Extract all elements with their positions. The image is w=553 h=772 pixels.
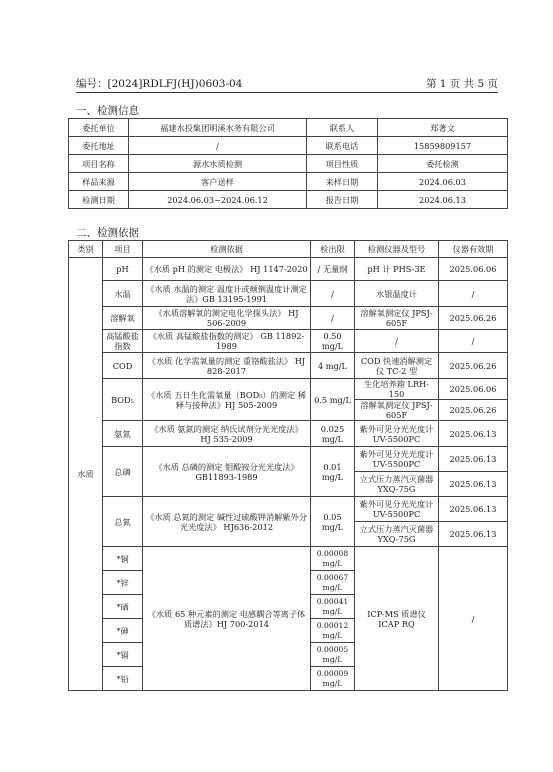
page-indicator: 第 1 页 共 5 页 — [425, 78, 498, 90]
label-project: 项目名称 — [69, 155, 129, 173]
item-cell: COD — [103, 353, 143, 379]
category-cell: 水质 — [69, 258, 103, 691]
item-cell: pH — [103, 258, 143, 281]
limit-cell: 0.00009 mg/L — [311, 667, 355, 691]
instrument-cell: pH 计 PHS-3E — [355, 258, 439, 281]
item-cell: *锌 — [103, 571, 143, 595]
item-cell: *铜 — [103, 547, 143, 571]
limit-cell: / — [311, 281, 355, 307]
method-cell: 《水质 总氮的测定 碱性过硫酸钾消解紫外分光光度法》 HJ636-2012 — [143, 497, 311, 547]
value-nature: 委托检测 — [378, 155, 508, 173]
label-phone: 联系电话 — [307, 137, 378, 155]
limit-cell: 0.00005 mg/L — [311, 643, 355, 667]
limit-cell: / — [311, 307, 355, 330]
header-rule — [76, 92, 498, 93]
method-cell: 《水质 水温的测定 温度计或颠倒温度计测定法》GB 13195-1991 — [143, 281, 311, 307]
instrument-cell: 水银温度计 — [355, 281, 439, 307]
validity-cell: 2025.06.13 — [439, 447, 508, 472]
label-test-date: 检测日期 — [69, 191, 129, 209]
validity-cell: 2025.06.26 — [439, 307, 508, 330]
label-report-date: 报告日期 — [307, 191, 378, 209]
instrument-cell: 溶解氧测定仪 JPSJ-605F — [355, 400, 439, 421]
section-title-info: 一、检测信息 — [76, 105, 139, 117]
limit-cell: 0.00008 mg/L — [311, 547, 355, 571]
label-nature: 项目性质 — [307, 155, 378, 173]
value-address: / — [129, 137, 307, 155]
value-source: 客户送样 — [129, 173, 307, 191]
method-cell: 《水质溶解氧的测定电化学探头法》 HJ 506-2009 — [143, 307, 311, 330]
method-cell: 《水质 高锰酸盐指数的测定》 GB 11892-1989 — [143, 330, 311, 353]
header-method: 检测依据 — [143, 241, 311, 258]
item-cell: 氨氮 — [103, 421, 143, 447]
item-cell: 高锰酸盐指数 — [103, 330, 143, 353]
header-instrument: 检测仪器及型号 — [355, 241, 439, 258]
validity-cell: / — [439, 547, 508, 691]
instrument-cell: 立式压力蒸汽灭菌器 YXQ-75G — [355, 522, 439, 547]
limit-cell: 0.025 mg/L — [311, 421, 355, 447]
item-cell: BOD₅ — [103, 379, 143, 421]
instrument-cell: 紫外可见分光光度计 UV-5500PC — [355, 421, 439, 447]
report-header — [76, 76, 498, 92]
instrument-cell: 溶解氧测定仪 JPSJ-605F — [355, 307, 439, 330]
limit-cell: 0.00012 mg/L — [311, 619, 355, 643]
item-cell: 水温 — [103, 281, 143, 307]
document-number: 编号：[2024]RDLFJ(HJ)0603-04 — [76, 78, 243, 90]
limit-cell: / 无量纲 — [311, 258, 355, 281]
limit-cell: 4 mg/L — [311, 353, 355, 379]
instrument-cell: / — [355, 330, 439, 353]
limit-cell: 0.5 mg/L — [311, 379, 355, 421]
method-cell: 《水质 氨氮的测定 纳氏试剂分光光度法》 HJ 535-2009 — [143, 421, 311, 447]
method-cell: 《水质 化学需氧量的测定 重铬酸盐法》 HJ 828-2017 — [143, 353, 311, 379]
section-title-basis: 二、检测依据 — [76, 227, 139, 239]
instrument-cell: ICP-MS 质谱仪 ICAP RQ — [355, 547, 439, 691]
item-cell: 总磷 — [103, 447, 143, 497]
label-sampling: 来样日期 — [307, 173, 378, 191]
validity-cell: / — [439, 330, 508, 353]
method-cell: 《水质 pH 的测定 电极法》 HJ 1147-2020 — [143, 258, 311, 281]
header-item: 项目 — [103, 241, 143, 258]
header-validity: 仪器有效期 — [439, 241, 508, 258]
validity-cell: 2025.06.26 — [439, 353, 508, 379]
label-client: 委托单位 — [69, 119, 129, 137]
instrument-cell: 紫外可见分光光度计 UV-5500PC — [355, 497, 439, 522]
label-contact: 联系人 — [307, 119, 378, 137]
method-cell: 《水质 65 种元素的测定 电感耦合等离子体质谱法》HJ 700-2014 — [143, 547, 311, 691]
limit-cell: 0.00067 mg/L — [311, 571, 355, 595]
method-cell: 《水质 总磷的测定 钼酸铵分光光度法》 GB11893-1989 — [143, 447, 311, 497]
value-test-date: 2024.06.03~2024.06.12 — [129, 191, 307, 209]
value-project: 源水水质检测 — [129, 155, 307, 173]
validity-cell: 2025.06.06 — [439, 258, 508, 281]
item-cell: *镉 — [103, 643, 143, 667]
basis-table — [68, 240, 508, 691]
value-sampling: 2024.06.03 — [378, 173, 508, 191]
limit-cell: 0.50 mg/L — [311, 330, 355, 353]
validity-cell: 2025.06.13 — [439, 522, 508, 547]
limit-cell: 0.01 mg/L — [311, 447, 355, 497]
item-cell: *铅 — [103, 667, 143, 691]
header-limit: 检出限 — [311, 241, 355, 258]
value-report-date: 2024.06.13 — [378, 191, 508, 209]
validity-cell: / — [439, 281, 508, 307]
instrument-cell: 立式压力蒸汽灭菌器 YXQ-75G — [355, 472, 439, 497]
item-cell: 总氮 — [103, 497, 143, 547]
item-cell: *硒 — [103, 595, 143, 619]
item-cell: 溶解氧 — [103, 307, 143, 330]
limit-cell: 0.00041 mg/L — [311, 595, 355, 619]
value-client: 福建水投集团明溪水务有限公司 — [129, 119, 307, 137]
info-table — [68, 118, 508, 209]
validity-cell: 2025.06.13 — [439, 472, 508, 497]
value-contact: 郑著文 — [378, 119, 508, 137]
validity-cell: 2025.06.13 — [439, 497, 508, 522]
method-cell: 《水质 五日生化需氧量（BOD₅）的测定 稀释与接种法》HJ 505-2009 — [143, 379, 311, 421]
validity-cell: 2025.06.06 — [439, 379, 508, 400]
limit-cell: 0.05 mg/L — [311, 497, 355, 547]
header-category: 类别 — [69, 241, 103, 258]
instrument-cell: 生化培养箱 LRH-150 — [355, 379, 439, 400]
validity-cell: 2025.06.13 — [439, 421, 508, 447]
item-cell: *砷 — [103, 619, 143, 643]
label-source: 样品来源 — [69, 173, 129, 191]
label-address: 委托地址 — [69, 137, 129, 155]
value-phone: 15859809157 — [378, 137, 508, 155]
instrument-cell: 紫外可见分光光度计 UV-5500PC — [355, 447, 439, 472]
validity-cell: 2025.06.26 — [439, 400, 508, 421]
instrument-cell: COD 快速消解测定仪 TC-2 型 — [355, 353, 439, 379]
